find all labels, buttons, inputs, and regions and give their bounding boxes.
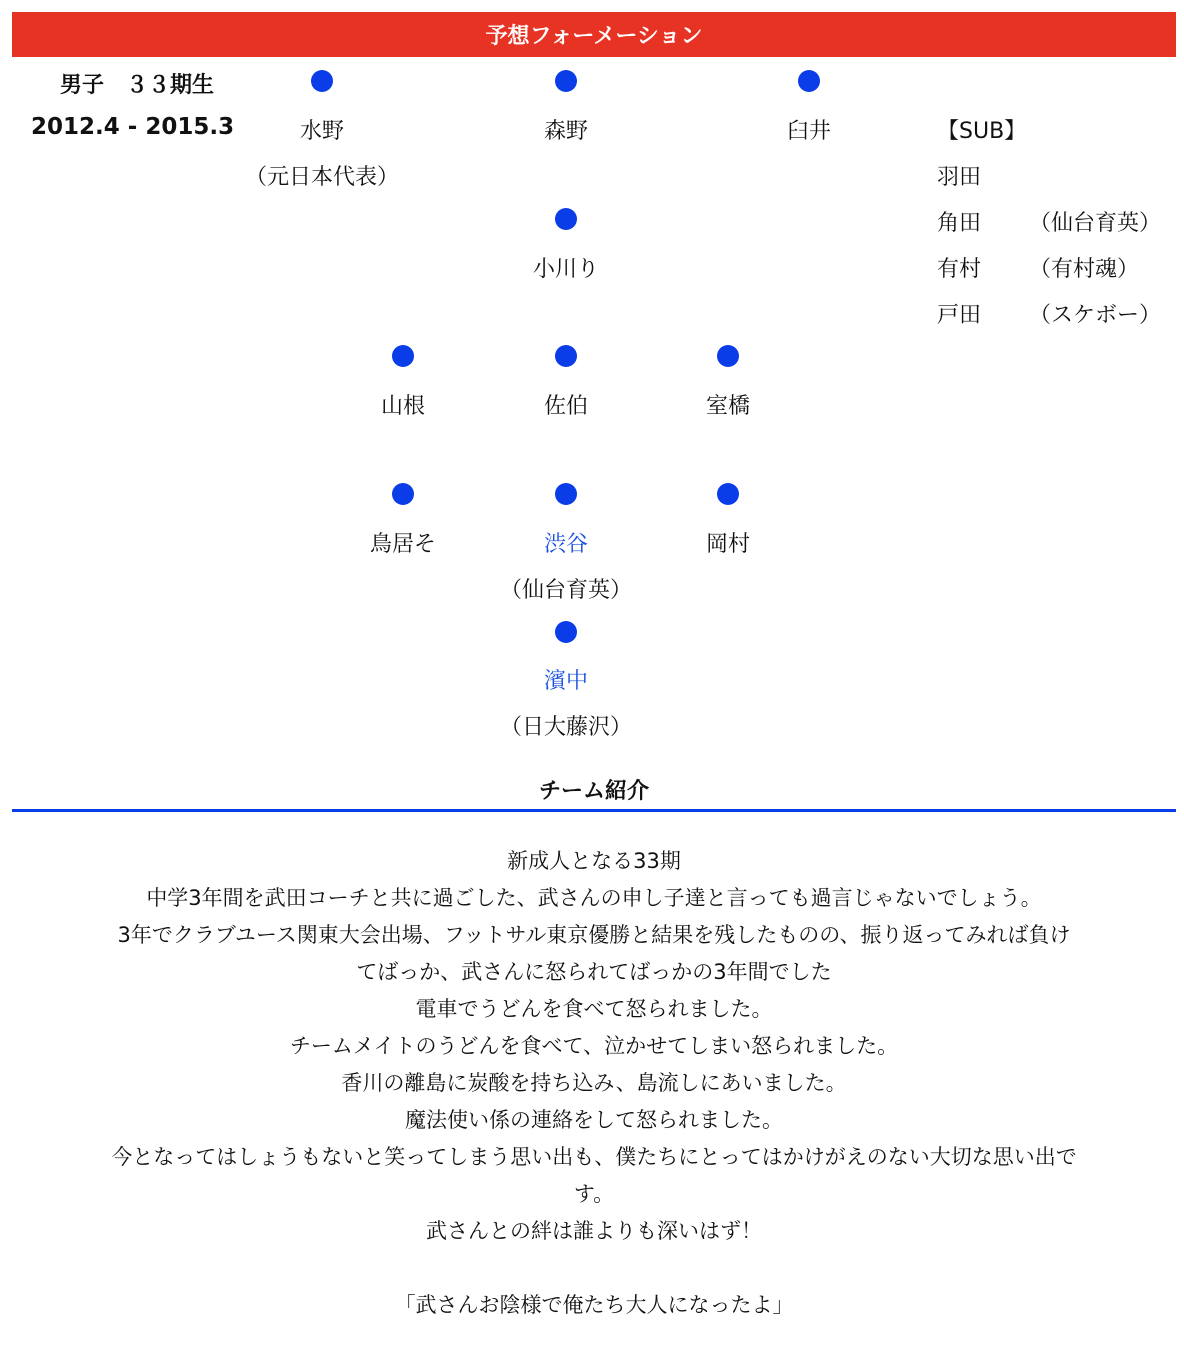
- player-name-fw-right: 臼井: [786, 119, 832, 144]
- player-dot: [311, 70, 333, 92]
- sub-name: 戸田: [937, 303, 982, 328]
- intro-blank-line: [12, 1250, 1176, 1287]
- team-period: 2012.4 - 2015.3: [31, 114, 235, 140]
- sub-name: 羽田: [937, 165, 982, 190]
- section-title: チーム紹介: [538, 779, 649, 804]
- player-dot: [555, 208, 577, 230]
- intro-line: 新成人となる33期: [507, 849, 681, 873]
- intro-line: チームメイトのうどんを食べて、泣かせてしまい怒られました。: [289, 1034, 899, 1058]
- player-dot: [392, 345, 414, 367]
- player-name-fw-center: 森野: [543, 119, 589, 144]
- section-divider: [12, 809, 1176, 812]
- intro-line: 魔法使い係の連絡をして怒られました。: [405, 1108, 783, 1132]
- intro-line: 3年でクラブユース関東大会出場、フットサル東京優勝と結果を残したものの、振り返ってみれば負け: [117, 923, 1071, 947]
- player-name-gk[interactable]: 濱中: [543, 669, 589, 694]
- player-dot: [555, 621, 577, 643]
- intro-text: [12, 843, 1176, 1324]
- intro-line: てばっか、武さんに怒られてばっかの3年間でした: [356, 960, 832, 984]
- intro-line: 今となってはしょうもないと笑ってしまう思い出も、僕たちにとってはかけがえのない大切な思い出で: [111, 1145, 1077, 1169]
- player-dot: [798, 70, 820, 92]
- sub-name: 有村: [937, 257, 982, 282]
- intro-line: 香川の離島に炭酸を持ち込み、島流しにあいました。: [341, 1071, 847, 1095]
- player-dot: [555, 345, 577, 367]
- player-name-mf-center: 佐伯: [543, 394, 589, 419]
- intro-line: 武さんとの絆は誰よりも深いはず！: [426, 1219, 762, 1243]
- player-name-mf-top: 小川り: [532, 257, 600, 282]
- player-dot: [717, 345, 739, 367]
- intro-line: す。: [573, 1182, 615, 1206]
- player-note-fw-left: （元日本代表）: [244, 165, 400, 190]
- sub-note: （仙台育英）: [1029, 211, 1162, 236]
- player-note-df-center: （仙台育英）: [499, 578, 633, 603]
- player-name-df-right: 岡村: [705, 532, 751, 557]
- team-label: 男子 ３３期生: [60, 73, 215, 98]
- player-dot: [555, 70, 577, 92]
- formation-title: 予想フォーメーション: [485, 24, 703, 49]
- player-dot: [392, 483, 414, 505]
- sub-note: （有村魂）: [1029, 257, 1140, 282]
- intro-line: 「武さんお陰様で俺たち大人になったよ」: [394, 1293, 794, 1317]
- intro-line: 中学3年間を武田コーチと共に過ごした、武さんの申し子達と言っても過言じゃないでしょう。: [146, 886, 1042, 910]
- player-note-gk: （日大藤沢）: [499, 715, 633, 740]
- player-name-df-left: 鳥居そ: [369, 532, 437, 557]
- player-name-fw-left: 水野: [299, 119, 345, 144]
- sub-title: 【SUB】: [937, 119, 1027, 144]
- player-name-mf-left: 山根: [380, 394, 426, 419]
- sub-name: 角田: [937, 211, 982, 236]
- player-dot: [717, 483, 739, 505]
- sub-note: （スケボー）: [1029, 303, 1162, 328]
- player-name-df-center[interactable]: 渋谷: [543, 532, 589, 557]
- intro-line: 電車でうどんを食べて怒られました。: [415, 997, 773, 1021]
- player-dot: [555, 483, 577, 505]
- player-name-mf-right: 室橋: [705, 394, 751, 419]
- formation-header: [12, 12, 1176, 57]
